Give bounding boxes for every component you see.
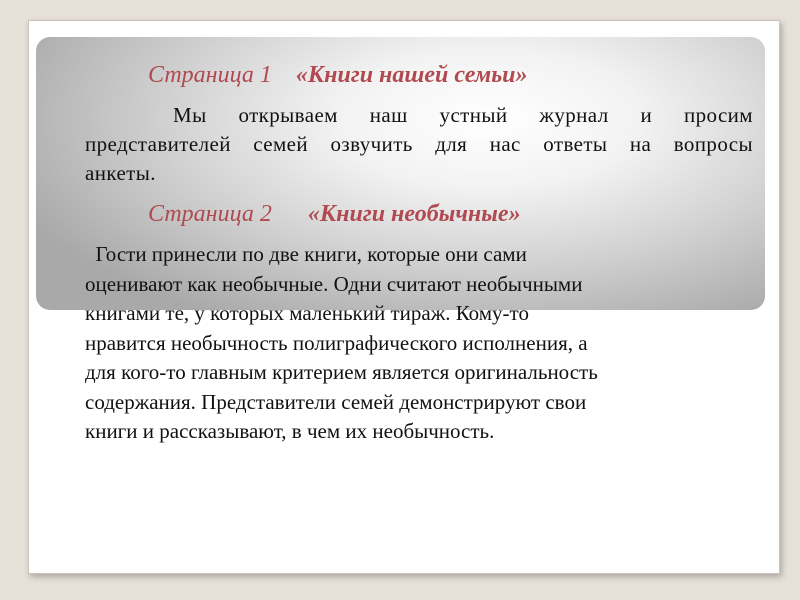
page-1-paragraph: Мы открываем наш устный журнал и просим представителей семей озвучить для нас ответы на вопросы анкеты.: [85, 103, 753, 185]
page-2-heading: [148, 200, 521, 228]
paragraph-line: книгами те, у которых маленький тираж. Кому-то: [85, 301, 529, 325]
paragraph-line: содержания. Представители семей демонстрируют свои: [85, 389, 587, 414]
paragraph-line: нравится необычность полиграфического исполнения, а: [85, 330, 588, 355]
paragraph-line: книги и рассказывают, в чем их необычность.: [85, 419, 495, 443]
paragraph-line: оценивают как необычные. Одни считают необычными: [85, 271, 583, 296]
page-2-label: Страница 2: [148, 201, 272, 227]
page-2-paragraph: [85, 240, 755, 447]
paragraph-line: Гости принесли по две книги, которые они сами: [85, 242, 527, 266]
page-1-heading: [148, 61, 528, 89]
page-1-title: «Книги нашей семьи»: [295, 62, 528, 88]
page-1-label: Страница 1: [148, 62, 272, 88]
page-2-title: «Книги необычные»: [307, 201, 521, 227]
paragraph-line: для кого-то главным критерием является оригинальность: [85, 360, 598, 384]
